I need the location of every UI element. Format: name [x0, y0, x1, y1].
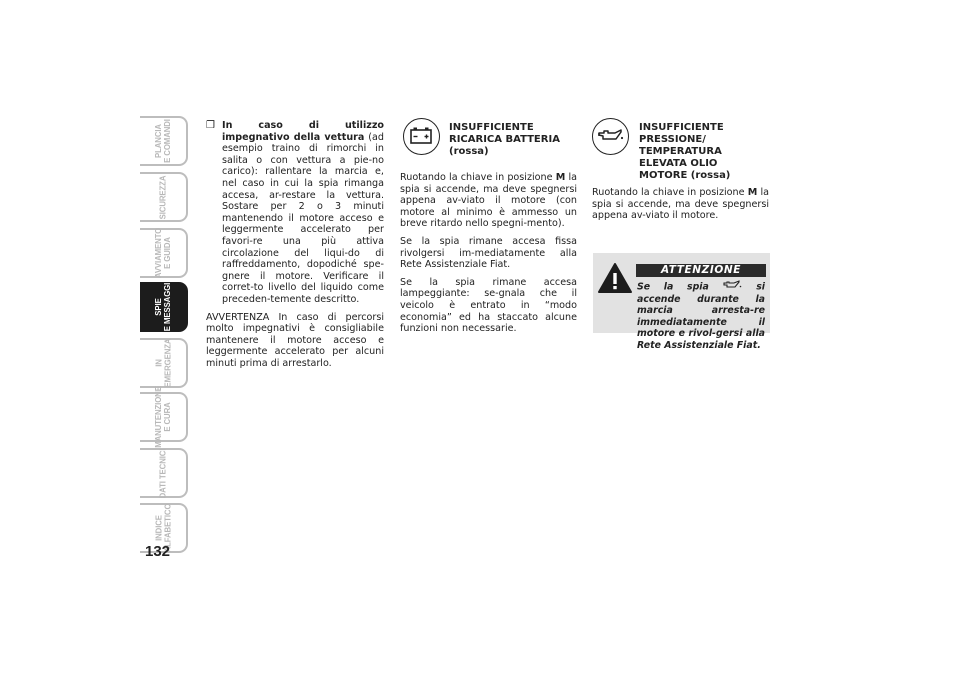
- battery-warning-icon: [403, 118, 440, 155]
- attention-text: [595, 280, 765, 351]
- heading-line: PRESSIONE/: [639, 134, 706, 145]
- heading-line: INSUFFICIENTE: [449, 122, 534, 133]
- tab-spie-e-messaggi[interactable]: [140, 282, 188, 332]
- oil-can-inline-icon: [723, 280, 743, 294]
- tab-label: DATI TECNICI: [158, 448, 168, 498]
- key-position-label: M: [747, 187, 758, 198]
- tab-in-emergenza[interactable]: [140, 338, 188, 388]
- tab-label: INDICE ALFABETICO: [154, 503, 172, 553]
- page-number: 132: [145, 543, 171, 560]
- column-1: [206, 120, 384, 375]
- heading-line: RICARICA BATTERIA: [449, 134, 560, 145]
- battery-paragraph-1: [400, 172, 577, 230]
- attention-header: ATTENZIONE: [636, 264, 766, 277]
- oil-heading: [639, 122, 730, 182]
- key-position-label: M: [555, 172, 566, 183]
- tab-label: SICUREZZA: [158, 175, 168, 219]
- bullet-item: [206, 120, 384, 306]
- heading-line: ELEVATA OLIO: [639, 158, 718, 169]
- oil-paragraph-1: [592, 187, 769, 222]
- battery-paragraph-2: Se la spia rimane accesa fissa rivolgersi im-mediatamente alla Rete Assistenziale Fiat.: [400, 235, 577, 271]
- tab-manutenzione-e-cura[interactable]: [140, 386, 188, 448]
- heading-line: MOTORE (rossa): [639, 170, 731, 181]
- tab-sicurezza[interactable]: [140, 172, 188, 222]
- bullet-text: [222, 120, 384, 306]
- heading-line: INSUFFICIENTE: [639, 122, 724, 133]
- battery-heading: [449, 122, 560, 158]
- tab-label: IN EMERGENZA: [154, 338, 173, 388]
- text-run: la spia si accende, ma deve spegnersi appena av-viato il motore.: [592, 187, 769, 222]
- text-run: Ruotando la chiave in posizione: [592, 187, 748, 198]
- tab-dati-tecnici[interactable]: [140, 448, 188, 498]
- battery-paragraph-3: Se la spia rimane accesa lampeggiante: se-gnala che il veicolo è entrato in “modo economia” ed ha staccato alcune funzioni non necessarie.: [400, 276, 577, 335]
- heading-line: (rossa): [449, 146, 489, 157]
- text-run: Ruotando la chiave in posizione: [400, 172, 556, 183]
- tab-label: PLANCIA E COMANDI: [154, 119, 172, 163]
- bullet-body-text: (ad esempio traino di rimorchi in salita o con vettura a pie-no carico): rallentare la marcia e, nel caso in cui la spia rimanga accesa, ar-restare la vettura. Sostare per 2 o 3 minuti mantenendo il motore acceso e leggermente accelerato per favori-re una più attiva circolazione del liqui-do di raffreddamento, dopodiché spe-gnere il motore. Verificare il corret-to livello del liquido come preceden-temente descritto.: [222, 131, 385, 305]
- tab-label: AVVIAMENTO E GUIDA: [154, 227, 173, 279]
- text-run: si accende durante la marcia arresta-re immediatamente il motore e rivol-gersi alla Rete Assistenziale Fiat.: [637, 281, 766, 351]
- column-2: [400, 172, 577, 341]
- heading-line: TEMPERATURA: [639, 146, 722, 157]
- tab-label: MANUTENZIONE E CURA: [154, 386, 173, 448]
- tab-label: SPIE E MESSAGGI: [154, 282, 173, 332]
- text-run: Se la spia: [637, 281, 709, 293]
- tab-plancia-e-comandi[interactable]: [140, 116, 188, 166]
- text-run: la spia si accende, ma deve spegnersi appena av-viato il motore (con motore al minimo è ammesso un breve ritardo nello spegni-mento).: [400, 172, 577, 230]
- column-3: [592, 187, 769, 228]
- oil-can-icon: [592, 118, 629, 155]
- checkbox-bullet-icon: ❒: [206, 120, 215, 131]
- tab-avviamento-e-guida[interactable]: [140, 228, 188, 278]
- warning-paragraph: AVVERTENZA In caso di percorsi molto impegnativi è consigliabile mantenere il motore acceso e leggermente accelerato per alcuni minuti prima di arrestarlo.: [206, 311, 384, 369]
- bullet-bold-text: In caso di utilizzo impegnativo della vettura: [222, 120, 384, 143]
